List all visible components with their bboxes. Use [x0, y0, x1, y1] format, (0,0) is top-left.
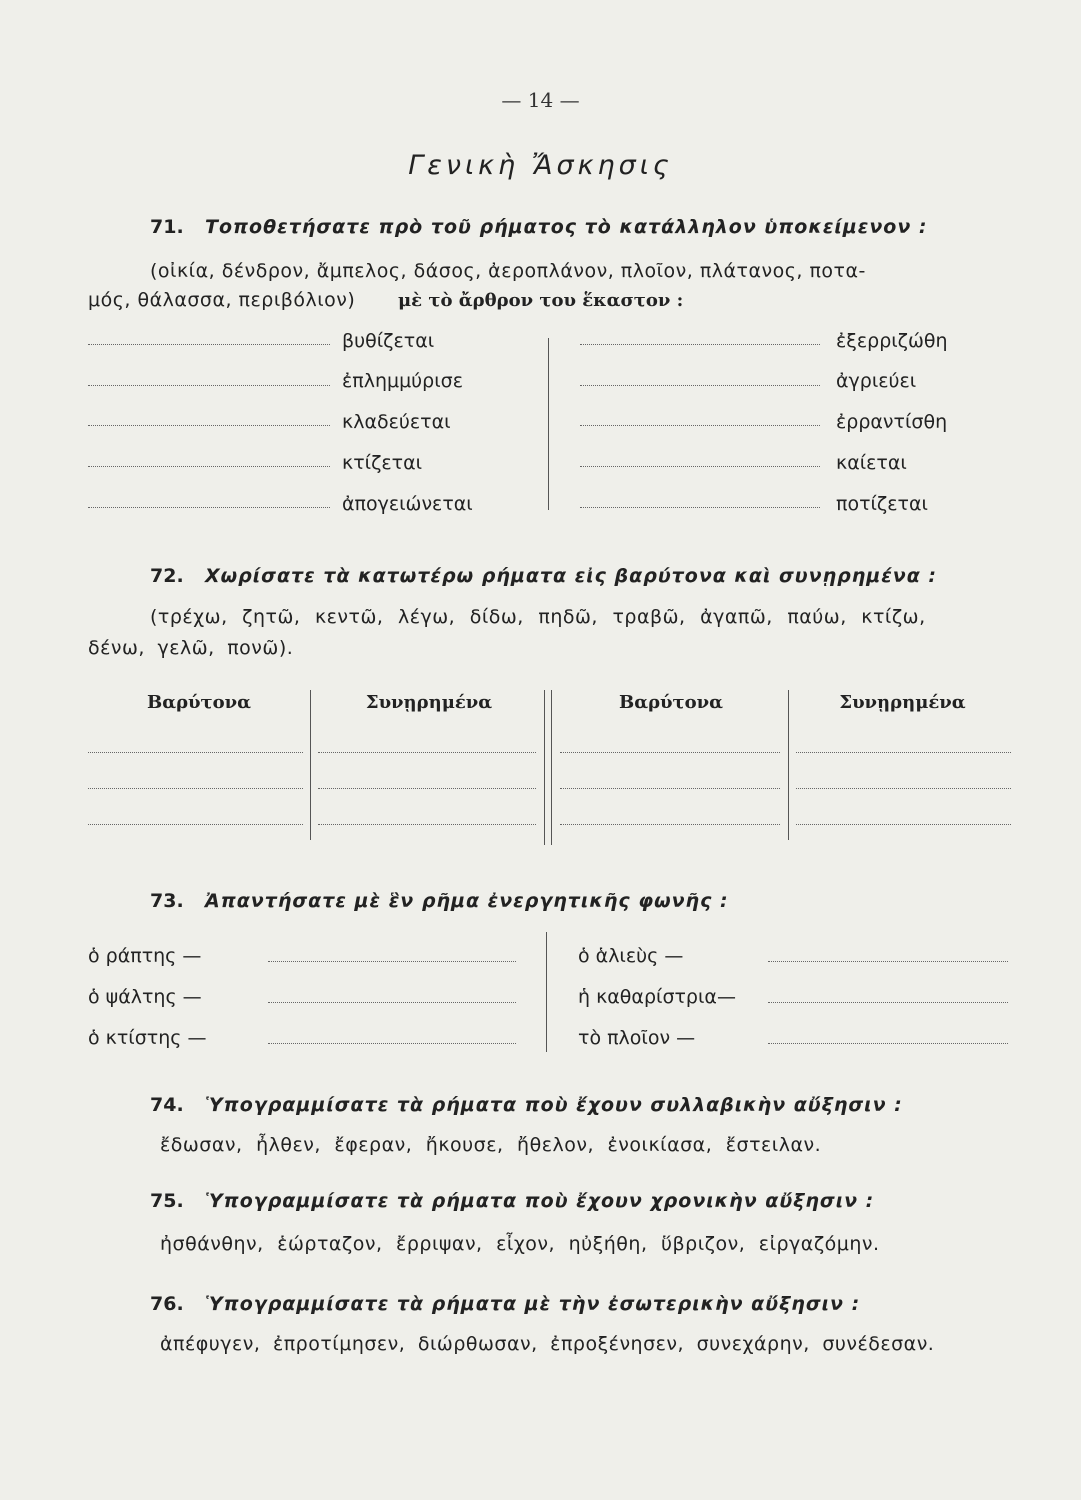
answer-blank[interactable]	[580, 507, 820, 508]
exercise-74-number: 74.	[150, 1094, 184, 1116]
exercise-75-number: 75.	[150, 1190, 184, 1212]
verb-left-4: κτίζεται	[342, 452, 423, 474]
table-divider	[551, 690, 552, 845]
answer-blank[interactable]	[768, 961, 1008, 962]
column-divider	[546, 932, 547, 1052]
verb-right-3: ἐρραντίσθη	[836, 411, 948, 433]
answer-blank[interactable]	[580, 385, 820, 386]
table-divider	[788, 690, 789, 840]
answer-blank[interactable]	[88, 385, 330, 386]
noun-right-3: τὸ πλοῖον —	[578, 1027, 696, 1049]
answer-blank[interactable]	[268, 961, 516, 962]
answer-blank[interactable]	[88, 344, 330, 345]
noun-left-3: ὁ κτίστης —	[88, 1027, 207, 1049]
noun-right-2: ἡ καθαρίστρια—	[578, 986, 736, 1008]
answer-blank[interactable]	[796, 752, 1011, 753]
page-title: Γενικὴ Ἄσκησις	[408, 150, 673, 181]
exercise-72-list-line1: (τρέχω, ζητῶ, κεντῶ, λέγω, δίδω, πηδῶ, τραβῶ, ἀγαπῶ, παύω, κτίζω,	[150, 606, 926, 628]
exercise-75-instruction: Ὑπογραμμίσατε τὰ ρήματα ποὺ ἔχουν χρονικὴν αὔξησιν :	[205, 1190, 875, 1212]
answer-blank[interactable]	[580, 466, 820, 467]
answer-blank[interactable]	[560, 824, 780, 825]
answer-blank[interactable]	[318, 824, 536, 825]
exercise-71-number: 71.	[150, 216, 184, 238]
exercise-71-list-line2: μός, θάλασσα, περιβόλιον)	[88, 289, 356, 311]
exercise-74-words[interactable]: ἔδωσαν, ἦλθεν, ἔφεραν, ἤκουσε, ἤθελον, ἐνοικίασα, ἔστειλαν.	[160, 1134, 822, 1156]
verb-right-5: ποτίζεται	[836, 493, 928, 515]
exercise-76-words[interactable]: ἀπέφυγεν, ἐπροτίμησεν, διώρθωσαν, ἐπροξένησεν, συνεχάρην, συνέδεσαν.	[160, 1333, 935, 1355]
answer-blank[interactable]	[580, 344, 820, 345]
exercise-71-instruction: Τοποθετήσατε πρὸ τοῦ ρήματος τὸ κατάλληλον ὑποκείμενον :	[205, 216, 928, 238]
column-divider	[548, 338, 549, 510]
answer-blank[interactable]	[88, 425, 330, 426]
table-divider	[544, 690, 545, 845]
verb-right-1: ἐξερριζώθη	[836, 330, 948, 352]
answer-blank[interactable]	[88, 788, 303, 789]
noun-left-1: ὁ ράπτης —	[88, 945, 202, 967]
verb-right-2: ἀγριεύει	[836, 370, 917, 392]
verb-left-2: ἐπλημμύρισε	[342, 370, 463, 392]
exercise-72-instruction: Χωρίσατε τὰ κατωτέρω ρήματα εἰς βαρύτονα καὶ συνῃρημένα :	[205, 565, 937, 587]
answer-blank[interactable]	[88, 752, 303, 753]
header-synirimena-1: Συνῃρημένα	[365, 692, 493, 713]
answer-blank[interactable]	[268, 1002, 516, 1003]
exercise-71-list-line1: (οἰκία, δένδρον, ἄμπελος, δάσος, ἀεροπλάνον, πλοῖον, πλάτανος, ποτα-	[150, 260, 866, 282]
verb-left-5: ἀπογειώνεται	[342, 493, 473, 515]
table-divider	[310, 690, 311, 840]
answer-blank[interactable]	[796, 824, 1011, 825]
noun-left-2: ὁ ψάλτης —	[88, 986, 202, 1008]
verb-right-4: καίεται	[836, 452, 907, 474]
answer-blank[interactable]	[88, 466, 330, 467]
answer-blank[interactable]	[560, 752, 780, 753]
answer-blank[interactable]	[318, 788, 536, 789]
exercise-72-number: 72.	[150, 565, 184, 587]
verb-left-1: βυθίζεται	[342, 330, 435, 352]
answer-blank[interactable]	[796, 788, 1011, 789]
page-number: — 14 —	[501, 88, 580, 112]
answer-blank[interactable]	[268, 1043, 516, 1044]
header-barytona-1: Βαρύτονα	[147, 692, 251, 713]
answer-blank[interactable]	[580, 425, 820, 426]
exercise-73-number: 73.	[150, 890, 184, 912]
verb-left-3: κλαδεύεται	[342, 411, 451, 433]
answer-blank[interactable]	[560, 788, 780, 789]
answer-blank[interactable]	[768, 1043, 1008, 1044]
noun-right-1: ὁ ἁλιεὺς —	[578, 945, 684, 967]
exercise-73-instruction: Ἀπαντήσατε μὲ ἓν ρῆμα ἐνεργητικῆς φωνῆς :	[205, 890, 729, 912]
answer-blank[interactable]	[768, 1002, 1008, 1003]
exercise-76-instruction: Ὑπογραμμίσατε τὰ ρήματα μὲ τὴν ἐσωτερικὴν αὔξησιν :	[205, 1293, 861, 1315]
exercise-76-number: 76.	[150, 1293, 184, 1315]
exercise-71-list-line2-bold: μὲ τὸ ἄρθρον του ἕκαστον :	[398, 290, 684, 311]
exercise-75-words[interactable]: ἠσθάνθην, ἑώρταζον, ἔρριψαν, εἶχον, ηὐξήθη, ὕβριζον, εἰργαζόμην.	[160, 1233, 880, 1255]
exercise-74-instruction: Ὑπογραμμίσατε τὰ ρήματα ποὺ ἔχουν συλλαβικὴν αὔξησιν :	[205, 1094, 903, 1116]
header-synirimena-2: Συνῃρημένα	[839, 692, 966, 713]
header-barytona-2: Βαρύτονα	[619, 692, 723, 713]
exercise-72-list-line2: δένω, γελῶ, πονῶ).	[88, 637, 294, 659]
answer-blank[interactable]	[88, 507, 330, 508]
answer-blank[interactable]	[318, 752, 536, 753]
answer-blank[interactable]	[88, 824, 303, 825]
